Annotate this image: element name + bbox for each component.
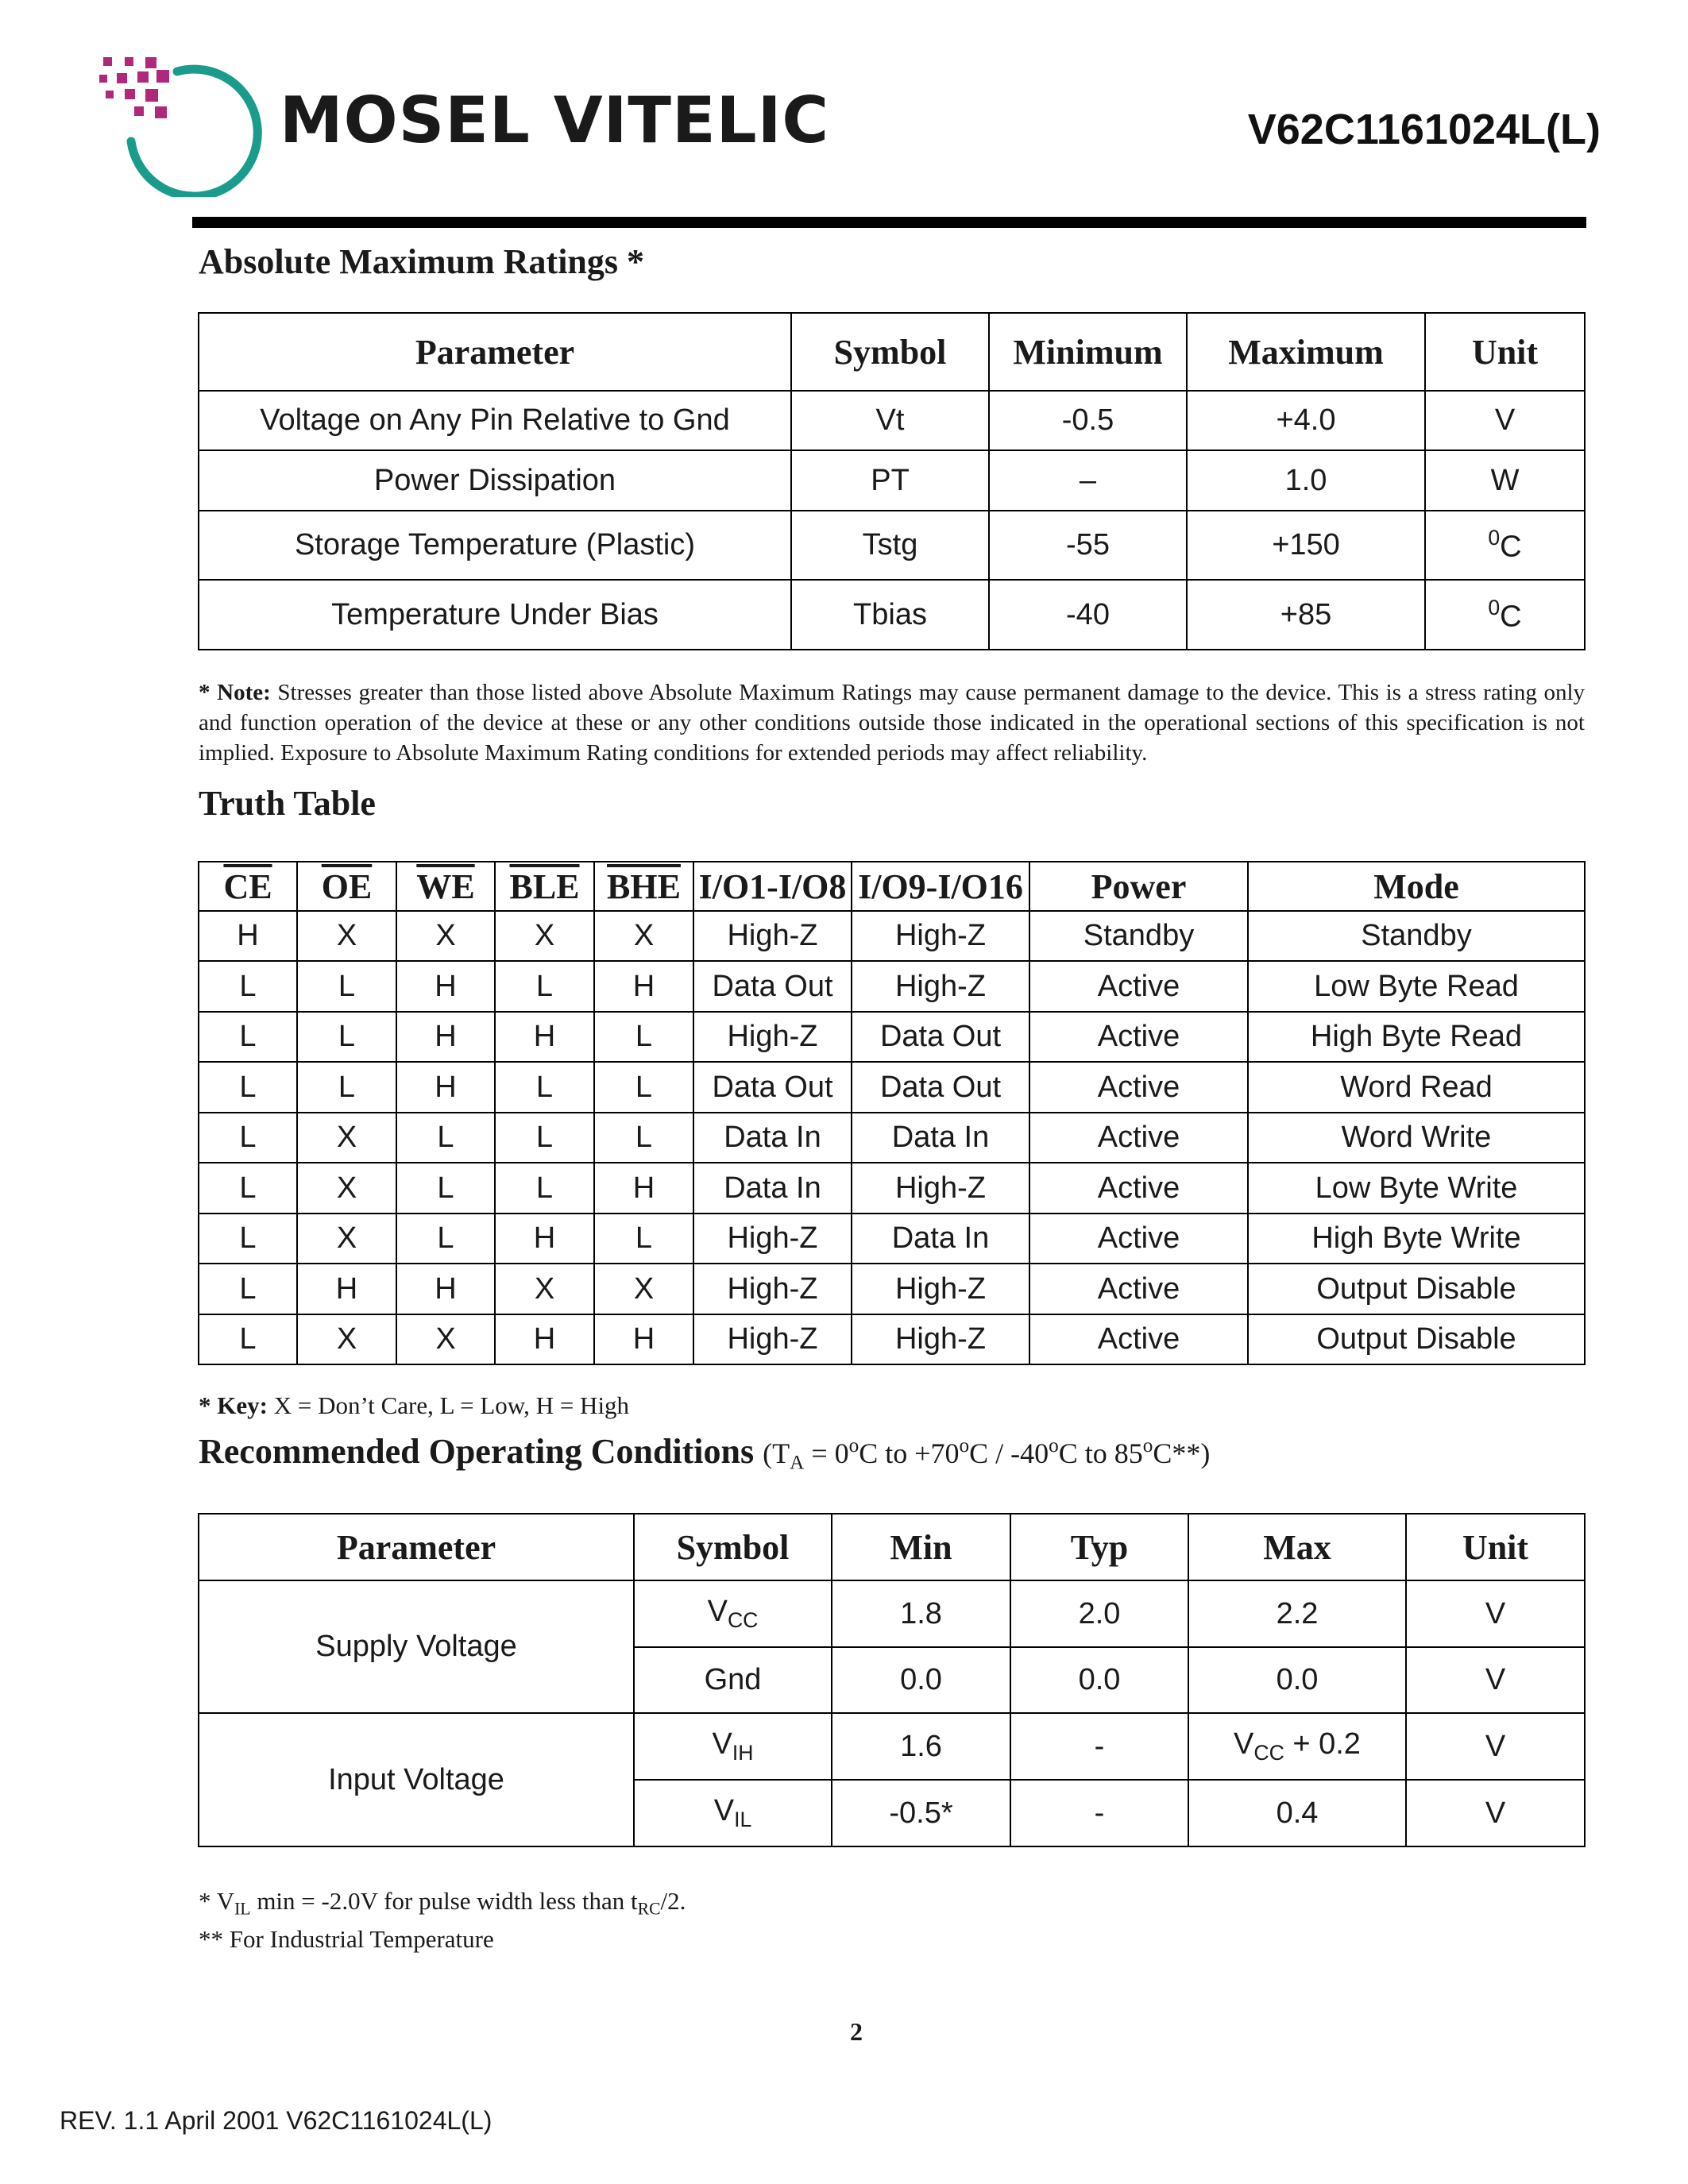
table-cell: L xyxy=(297,1062,396,1113)
cell-symbol: Tstg xyxy=(791,511,989,580)
table-cell: X xyxy=(495,1264,594,1314)
table-cell: High-Z xyxy=(693,1264,852,1314)
cell-max: +4.0 xyxy=(1187,391,1425,450)
table-cell: L xyxy=(594,1214,693,1264)
table-row xyxy=(199,911,1585,961)
col-header: Unit xyxy=(1425,313,1585,391)
table-cell: L xyxy=(495,961,594,1012)
truth-table-title: Truth Table xyxy=(199,784,376,823)
header-rule xyxy=(192,217,1586,228)
truth-key xyxy=(199,1391,1585,1421)
truth-table xyxy=(198,861,1586,1365)
cell-max: 0.4 xyxy=(1188,1780,1406,1846)
degree-mark: o xyxy=(959,1435,970,1457)
cond-text: C to 85 xyxy=(1058,1437,1143,1469)
table-cell: L xyxy=(594,1012,693,1062)
cell-min: -40 xyxy=(989,580,1187,650)
cell-symbol xyxy=(634,1780,832,1846)
symbol-sub: IL xyxy=(734,1807,752,1831)
table-cell: H xyxy=(594,1163,693,1214)
table-cell: Standby xyxy=(1029,911,1248,961)
mosel-vitelic-logo xyxy=(99,54,266,197)
footer-revision: REV. 1.1 April 2001 V62C1161024L(L) xyxy=(60,2106,492,2135)
table-cell: L xyxy=(199,1062,297,1113)
cell-mode: High Byte Read xyxy=(1248,1012,1585,1062)
cell-symbol: Gnd xyxy=(634,1647,832,1713)
table-cell: L xyxy=(297,961,396,1012)
table-cell: Data Out xyxy=(693,1062,852,1113)
table-cell: High-Z xyxy=(693,911,852,961)
roc-title: Recommended Operating Conditions xyxy=(199,1432,755,1471)
table-cell: Active xyxy=(1029,1113,1248,1163)
table-cell: L xyxy=(594,1062,693,1113)
col-header: Parameter xyxy=(199,313,791,391)
symbol-sub: CC xyxy=(727,1607,759,1632)
abs-max-table xyxy=(198,312,1586,650)
brand-name: MOSEL VITELIC xyxy=(280,83,830,157)
cell-unit xyxy=(1425,511,1585,580)
cell-unit: V xyxy=(1406,1580,1585,1647)
table-cell: H xyxy=(396,1062,495,1113)
footnote-text: min = -2.0V for pulse width less than t xyxy=(250,1887,638,1915)
table-row xyxy=(199,1113,1585,1163)
table-cell: X xyxy=(297,1314,396,1364)
cell-symbol: Tbias xyxy=(791,580,989,650)
table-row xyxy=(199,1264,1585,1314)
table-cell: L xyxy=(297,1012,396,1062)
cell-typ: 2.0 xyxy=(1010,1580,1188,1647)
table-cell: High-Z xyxy=(852,911,1029,961)
table-row xyxy=(199,1314,1585,1364)
degree-mark: 0 xyxy=(1488,526,1501,550)
cell-typ: - xyxy=(1010,1780,1188,1846)
table-cell: L xyxy=(594,1113,693,1163)
table-cell: L xyxy=(199,1264,297,1314)
degree-mark: o xyxy=(1142,1435,1153,1457)
symbol-base: V xyxy=(713,1794,735,1828)
table-row xyxy=(199,580,1585,650)
cell-mode: Low Byte Write xyxy=(1248,1163,1585,1214)
cell-max: 2.2 xyxy=(1188,1580,1406,1647)
table-cell: Data Out xyxy=(852,1062,1029,1113)
table-cell: H xyxy=(396,1012,495,1062)
col-header: Unit xyxy=(1406,1514,1585,1580)
symbol-sub: CC xyxy=(1253,1740,1284,1765)
cell-mode: Low Byte Read xyxy=(1248,961,1585,1012)
table-cell: L xyxy=(396,1214,495,1264)
table-cell: Data In xyxy=(852,1113,1029,1163)
table-cell: Active xyxy=(1029,961,1248,1012)
table-row xyxy=(199,1580,1585,1647)
table-cell: H xyxy=(495,1214,594,1264)
cell-mode: Word Write xyxy=(1248,1113,1585,1163)
cell-parameter: Supply Voltage xyxy=(199,1580,634,1713)
table-row xyxy=(199,391,1585,450)
cell-min: 0.0 xyxy=(832,1647,1010,1713)
symbol-base: V xyxy=(1234,1727,1254,1761)
roc-temp-range xyxy=(763,1435,1211,1474)
degree-mark: o xyxy=(1049,1435,1059,1457)
table-cell: L xyxy=(199,1163,297,1214)
cell-min: – xyxy=(989,450,1187,511)
cell-min: -55 xyxy=(989,511,1187,580)
table-cell: X xyxy=(297,1214,396,1264)
table-cell: Active xyxy=(1029,1314,1248,1364)
roc-heading xyxy=(199,1434,1210,1473)
cond-text: C / -40 xyxy=(969,1437,1049,1469)
col-header: $\overline{WE}$ xyxy=(396,862,495,911)
table-cell: Data Out xyxy=(693,961,852,1012)
table-cell: H xyxy=(396,1264,495,1314)
table-cell: H xyxy=(297,1264,396,1314)
degree-mark: 0 xyxy=(1488,595,1501,619)
col-header: Symbol xyxy=(634,1514,832,1580)
cell-mode: Standby xyxy=(1248,911,1585,961)
table-header-row xyxy=(199,862,1585,911)
col-header: Parameter xyxy=(199,1514,634,1580)
cell-min: -0.5 xyxy=(989,391,1187,450)
cell-mode: Word Read xyxy=(1248,1062,1585,1113)
table-cell: High-Z xyxy=(852,1163,1029,1214)
table-row xyxy=(199,511,1585,580)
degree-mark: o xyxy=(848,1435,859,1457)
cell-symbol: Vt xyxy=(791,391,989,450)
table-cell: X xyxy=(396,1314,495,1364)
abs-max-note xyxy=(199,677,1585,768)
table-cell: L xyxy=(495,1163,594,1214)
footnote-text: * V xyxy=(199,1887,235,1915)
part-number: V62C1161024L(L) xyxy=(1247,106,1601,153)
cell-symbol xyxy=(634,1713,832,1780)
cond-text: (T xyxy=(763,1437,790,1469)
cell-parameter: Storage Temperature (Plastic) xyxy=(199,511,791,580)
table-cell: High-Z xyxy=(852,961,1029,1012)
table-cell: L xyxy=(495,1113,594,1163)
table-cell: High-Z xyxy=(693,1012,852,1062)
key-text: X = Don’t Care, L = Low, H = High xyxy=(273,1391,630,1419)
cell-unit: V xyxy=(1425,391,1585,450)
table-cell: Data In xyxy=(693,1163,852,1214)
table-cell: L xyxy=(199,1012,297,1062)
cell-parameter: Input Voltage xyxy=(199,1713,634,1846)
table-row xyxy=(199,1062,1585,1113)
col-header: $\overline{OE}$ xyxy=(297,862,396,911)
symbol-base: V xyxy=(707,1595,728,1629)
table-row xyxy=(199,1163,1585,1214)
table-cell: Active xyxy=(1029,1214,1248,1264)
table-cell: X xyxy=(396,911,495,961)
table-cell: H xyxy=(594,961,693,1012)
cell-min: 1.8 xyxy=(832,1580,1010,1647)
cond-sub: A xyxy=(790,1452,805,1474)
cell-unit: V xyxy=(1406,1713,1585,1780)
col-header: $\overline{BLE}$ xyxy=(495,862,594,911)
table-row xyxy=(199,450,1585,511)
cell-typ: 0.0 xyxy=(1010,1647,1188,1713)
table-header-row xyxy=(199,313,1585,391)
cell-symbol: PT xyxy=(791,450,989,511)
table-cell: Active xyxy=(1029,1012,1248,1062)
table-cell: Data In xyxy=(852,1214,1029,1264)
table-cell: L xyxy=(199,1314,297,1364)
col-header: Max xyxy=(1188,1514,1406,1580)
col-header: $\overline{BHE}$ xyxy=(594,862,693,911)
cell-unit: W xyxy=(1425,450,1585,511)
table-row xyxy=(199,961,1585,1012)
cell-min: 1.6 xyxy=(832,1713,1010,1780)
table-header-row xyxy=(199,1514,1585,1580)
table-cell: High-Z xyxy=(693,1214,852,1264)
table-cell: High-Z xyxy=(852,1264,1029,1314)
footnote-sub: IL xyxy=(234,1899,251,1919)
cell-max: +150 xyxy=(1187,511,1425,580)
table-cell: X xyxy=(297,1163,396,1214)
page-number: 2 xyxy=(850,2017,863,2046)
cell-mode: High Byte Write xyxy=(1248,1214,1585,1264)
roc-table xyxy=(198,1513,1586,1847)
table-row xyxy=(199,1012,1585,1062)
unit-celsius: C xyxy=(1500,600,1522,634)
key-label: * Key: xyxy=(199,1391,268,1419)
cell-mode: Output Disable xyxy=(1248,1314,1585,1364)
col-header: Minimum xyxy=(989,313,1187,391)
note-text: Stresses greater than those listed above Absolute Maximum Ratings may cause permanent damage to the device. This is a stress rating only and function operation of the device at these or any other conditions outside those indicated in the operational sections of this specification is not implied. Exposure to Absolute Maximum Rating conditions for extended periods may affect reliability. xyxy=(199,680,1586,766)
col-header: I/O1-I/O8 xyxy=(693,862,852,911)
table-cell: Active xyxy=(1029,1264,1248,1314)
symbol-base: V xyxy=(712,1727,732,1761)
cell-parameter: Power Dissipation xyxy=(199,450,791,511)
footnote-sub: RC xyxy=(637,1899,661,1919)
max-rest: + 0.2 xyxy=(1284,1727,1361,1761)
cell-max: 1.0 xyxy=(1187,450,1425,511)
symbol-sub: IH xyxy=(732,1740,754,1765)
table-cell: L xyxy=(396,1163,495,1214)
table-cell: H xyxy=(495,1012,594,1062)
col-header: I/O9-I/O16 xyxy=(852,862,1029,911)
cell-max: +85 xyxy=(1187,580,1425,650)
table-cell: L xyxy=(199,1214,297,1264)
table-cell: X xyxy=(495,911,594,961)
table-cell: L xyxy=(396,1113,495,1163)
col-header: Mode xyxy=(1248,862,1585,911)
cell-mode: Output Disable xyxy=(1248,1264,1585,1314)
table-cell: X xyxy=(594,1264,693,1314)
table-cell: High-Z xyxy=(852,1314,1029,1364)
note-label: * Note: xyxy=(199,680,271,705)
col-header: Symbol xyxy=(791,313,989,391)
table-cell: X xyxy=(297,911,396,961)
cell-max: 0.0 xyxy=(1188,1647,1406,1713)
cell-unit xyxy=(1425,580,1585,650)
cond-text: C**) xyxy=(1153,1437,1211,1469)
cond-text: C to +70 xyxy=(859,1437,960,1469)
cond-text: = 0 xyxy=(804,1437,849,1469)
table-row xyxy=(199,1214,1585,1264)
abs-max-title: Absolute Maximum Ratings * xyxy=(199,242,645,281)
table-cell: High-Z xyxy=(693,1314,852,1364)
col-header: Typ xyxy=(1010,1514,1188,1580)
cell-unit: V xyxy=(1406,1780,1585,1846)
table-cell: X xyxy=(297,1113,396,1163)
col-header: Maximum xyxy=(1187,313,1425,391)
col-header: $\overline{CE}$ xyxy=(199,862,297,911)
col-header: Power xyxy=(1029,862,1248,911)
table-cell: L xyxy=(199,961,297,1012)
table-cell: H xyxy=(396,961,495,1012)
table-cell: Data In xyxy=(693,1113,852,1163)
cell-typ: - xyxy=(1010,1713,1188,1780)
table-cell: X xyxy=(594,911,693,961)
col-header: Min xyxy=(832,1514,1010,1580)
table-cell: H xyxy=(594,1314,693,1364)
unit-celsius: C xyxy=(1500,530,1522,564)
footnote-text: /2. xyxy=(660,1887,686,1915)
cell-symbol xyxy=(634,1580,832,1647)
cell-min: -0.5* xyxy=(832,1780,1010,1846)
roc-footnote-2: ** For Industrial Temperature xyxy=(199,1925,494,1953)
cell-parameter: Temperature Under Bias xyxy=(199,580,791,650)
cell-max xyxy=(1188,1713,1406,1780)
table-cell: H xyxy=(199,911,297,961)
table-cell: H xyxy=(495,1314,594,1364)
cell-parameter: Voltage on Any Pin Relative to Gnd xyxy=(199,391,791,450)
table-cell: Data Out xyxy=(852,1012,1029,1062)
table-cell: Active xyxy=(1029,1163,1248,1214)
cell-unit: V xyxy=(1406,1647,1585,1713)
table-cell: Active xyxy=(1029,1062,1248,1113)
table-row xyxy=(199,1713,1585,1780)
table-cell: L xyxy=(199,1113,297,1163)
roc-footnote-1 xyxy=(199,1886,1585,1924)
table-cell: L xyxy=(495,1062,594,1113)
